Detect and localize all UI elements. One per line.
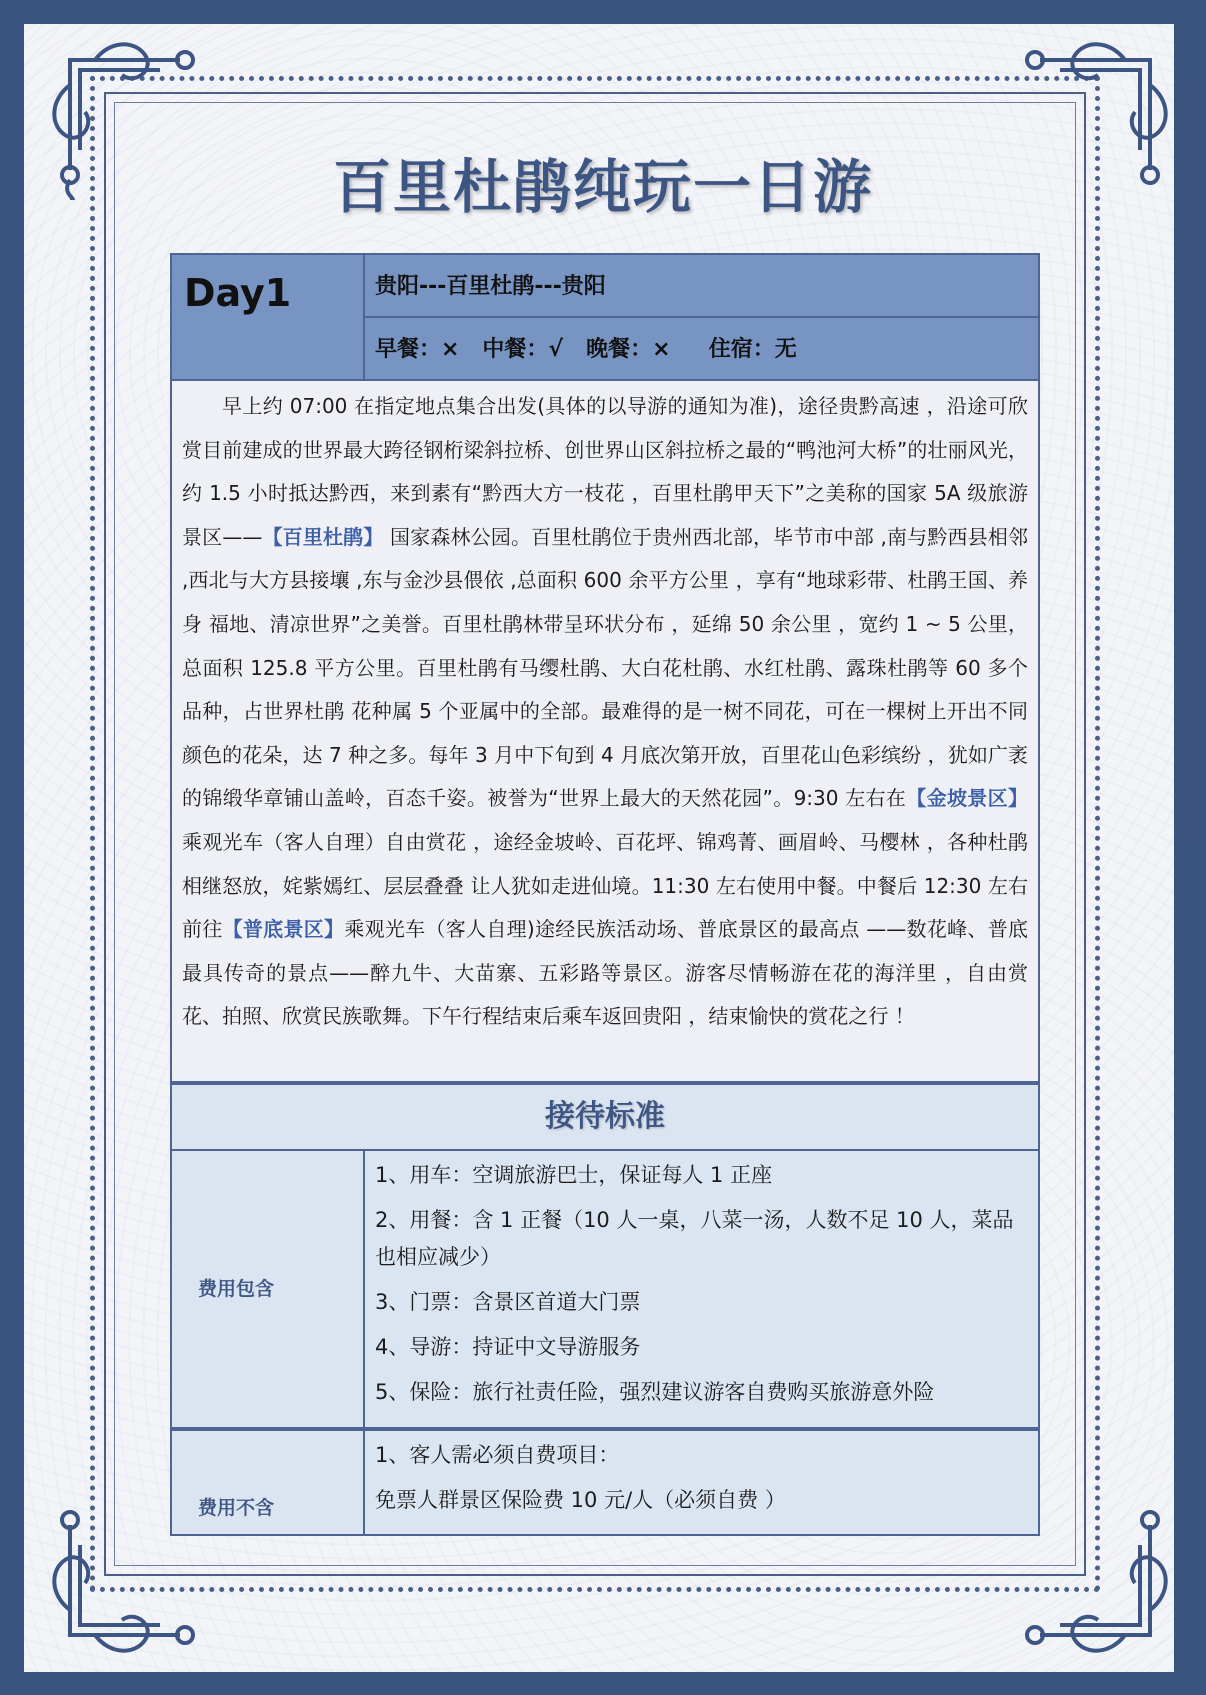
highlight-baili: 【百里杜鹃】	[262, 524, 384, 549]
list-item: 1、客人需必须自费项目：	[375, 1443, 620, 1467]
description-text: 乘观光车（客人自理）自由赏花 ，途经金坡岭、百花坪、锦鸡菁、画眉岭、马樱林 ，各种杜鹃相继怒放，姹紫嫣红、层层叠叠 让人犹如走进仙境。11:30 左右使用中餐。中餐后 12:30 左右前往	[182, 829, 1028, 942]
list-item: 4、导游：持证中文导游服务	[375, 1335, 641, 1359]
included-label: 费用包含	[198, 1278, 275, 1300]
itinerary-description	[170, 381, 1040, 1083]
included-list	[365, 1151, 1038, 1419]
route-text: 贵阳---百里杜鹃---贵阳	[365, 255, 1038, 318]
description-text: 早上约 07:00 在指定地点集合出发(具体的以导游的通知为准)，途径贵黔高速 ，沿途可欣赏目前建成的世界最大跨径钢桁梁斜拉桥、创世界山区斜拉桥之最的“鸭池河大桥”的壮丽风光，约 1.5 小时抵达黔西，来到素有“黔西大方一枝花 ，百里杜鹃甲天下”之美称的国家 5A 级旅游景区——	[182, 394, 1028, 549]
list-item: 5、保险：旅行社责任险，强烈建议游客自费购买旅游意外险	[375, 1380, 935, 1404]
list-item: 3、门票：含景区首道大门票	[375, 1290, 641, 1314]
description-text: 国家森林公园。百里杜鹃位于贵州西北部，毕节市中部 ,南与黔西县相邻 ,西北与大方县接壤 ,东与金沙县偎依 ,总面积 600 余平方公里 ，享有“地球彩带、杜鹃王国、养身 福地、清凉世界”之美誉。百里杜鹃林带呈环状分布 ，延绵 50 余公里 ，宽约 1 ~ 5 公里，总面积 125.8 平方公里。百里杜鹃有马缨杜鹃、大白花杜鹃、水红杜鹃、露珠杜鹃等 60 多个品种，占世界杜鹃 花种属 5 个亚属中的全部。最难得的是一树不同花，可在一棵树上开出不同颜色的花朵，达 7 种之多。每年 3 月中下旬到 4 月底次第开放，百里花山色彩缤纷 ，犹如广袤的锦缎华章铺山盖岭，百态千姿。被誉为“世界上最大的天然花园”。9:30 左右在	[182, 524, 1029, 811]
highlight-pudi: 【普底景区】	[222, 917, 345, 942]
page-title: 百里杜鹃纯玩一日游	[332, 153, 873, 221]
excluded-list	[365, 1431, 1038, 1527]
day-header	[170, 253, 1040, 381]
list-item: 免票人群景区保险费 10 元/人（必须自费 ）	[375, 1488, 786, 1512]
list-item: 2、用餐：含 1 正餐（10 人一桌，八菜一汤，人数不足 10 人，菜品也相应减少）	[375, 1208, 1014, 1269]
excluded-label: 费用不含	[198, 1497, 275, 1519]
included-label-cell	[172, 1151, 365, 1427]
list-item: 1、用车：空调旅游巴士，保证每人 1 正座	[375, 1163, 773, 1187]
meals-text: 早餐：× 中餐：√ 晚餐：× 住宿：无	[375, 337, 797, 362]
day-label: Day1	[172, 255, 365, 379]
standards-heading: 接待标准	[170, 1083, 1040, 1151]
description-text: 乘观光车（客人自理)途经民族活动场、普底景区的最高点 ——数花峰、普底最具传奇的景点——醉九牛、大苗寨、五彩路等景区。游客尽情畅游在花的海洋里 ，自由赏花、拍照、欣赏民族歌舞。下午行程结束后乘车返回贵阳 ，结束愉快的赏花之行 ！	[182, 917, 1028, 1029]
included-section	[170, 1151, 1040, 1429]
excluded-section	[170, 1429, 1040, 1536]
excluded-label-cell	[172, 1431, 365, 1534]
highlight-jinpo: 【金坡景区】	[906, 786, 1029, 811]
